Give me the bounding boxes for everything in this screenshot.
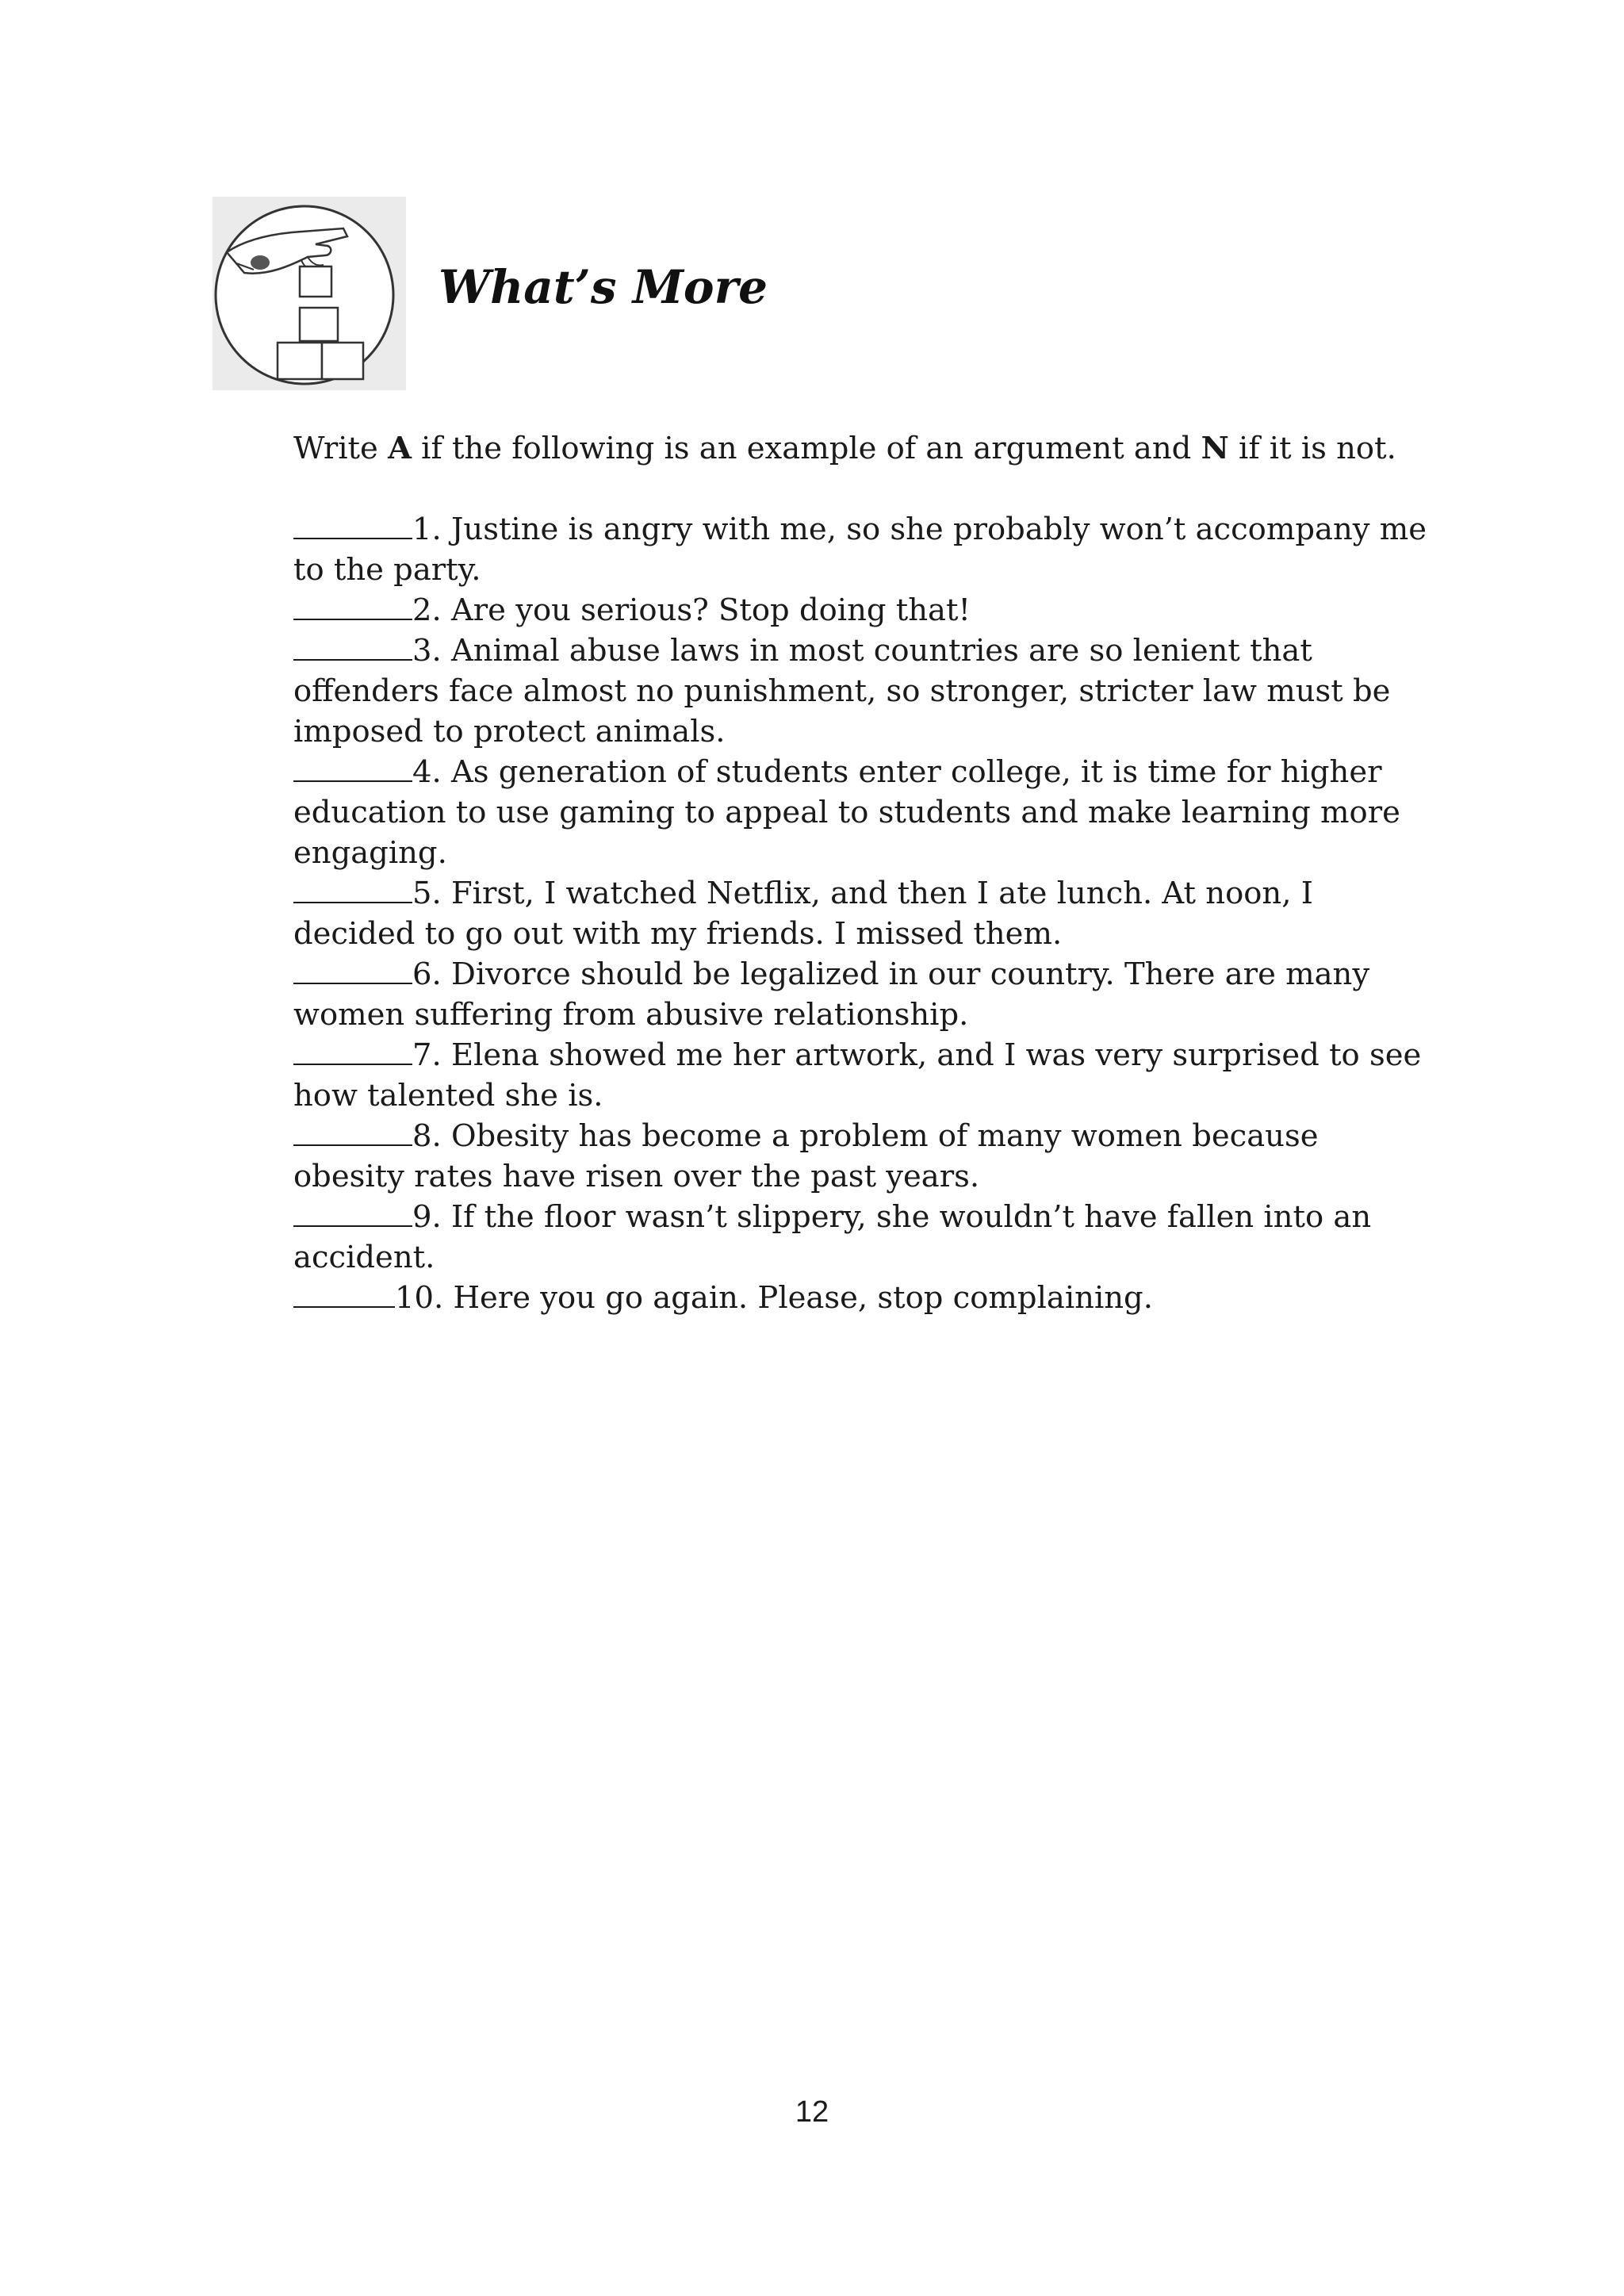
answer-blank[interactable] (293, 631, 412, 661)
section-title: What’s More (439, 260, 768, 314)
answer-blank[interactable] (293, 752, 412, 782)
exercise-content (293, 428, 1435, 1318)
list-item: 3. Animal abuse laws in most countries are so lenient that offenders face almost no punishment, so stronger, stricter law must be imposed to protect animals. (293, 631, 1435, 752)
instruction-text: Write A if the following is an example of an argument and N if it is not. (293, 431, 1396, 466)
hand-stacking-blocks-icon (213, 197, 406, 390)
answer-blank[interactable] (293, 590, 412, 620)
list-item: 4. As generation of students enter college, it is time for higher education to use gaming to appeal to students and make learning more engaging. (293, 752, 1435, 873)
item-list (293, 509, 1435, 1318)
answer-blank[interactable] (293, 509, 412, 539)
answer-blank[interactable] (293, 1035, 412, 1065)
list-item: 1. Justine is angry with me, so she probably won’t accompany me to the party. (293, 509, 1435, 590)
list-item: 8. Obesity has become a problem of many women because obesity rates have risen over the past years. (293, 1116, 1435, 1197)
list-item: 7. Elena showed me her artwork, and I was very surprised to see how talented she is. (293, 1035, 1435, 1116)
answer-blank[interactable] (293, 1116, 412, 1146)
list-item: 10. Here you go again. Please, stop complaining. (293, 1278, 1435, 1318)
list-item: 5. First, I watched Netflix, and then I ate lunch. At noon, I decided to go out with my friends. I missed them. (293, 873, 1435, 954)
answer-blank[interactable] (293, 873, 412, 903)
answer-blank[interactable] (293, 954, 412, 984)
page-number: 12 (795, 2095, 829, 2129)
answer-blank[interactable] (293, 1278, 395, 1308)
list-item: 2. Are you serious? Stop doing that! (293, 590, 1435, 631)
section-header (213, 197, 1402, 395)
answer-blank[interactable] (293, 1197, 412, 1227)
list-item: 9. If the floor wasn’t slippery, she wouldn’t have fallen into an accident. (293, 1197, 1435, 1278)
list-item: 6. Divorce should be legalized in our country. There are many women suffering from abusive relationship. (293, 954, 1435, 1035)
